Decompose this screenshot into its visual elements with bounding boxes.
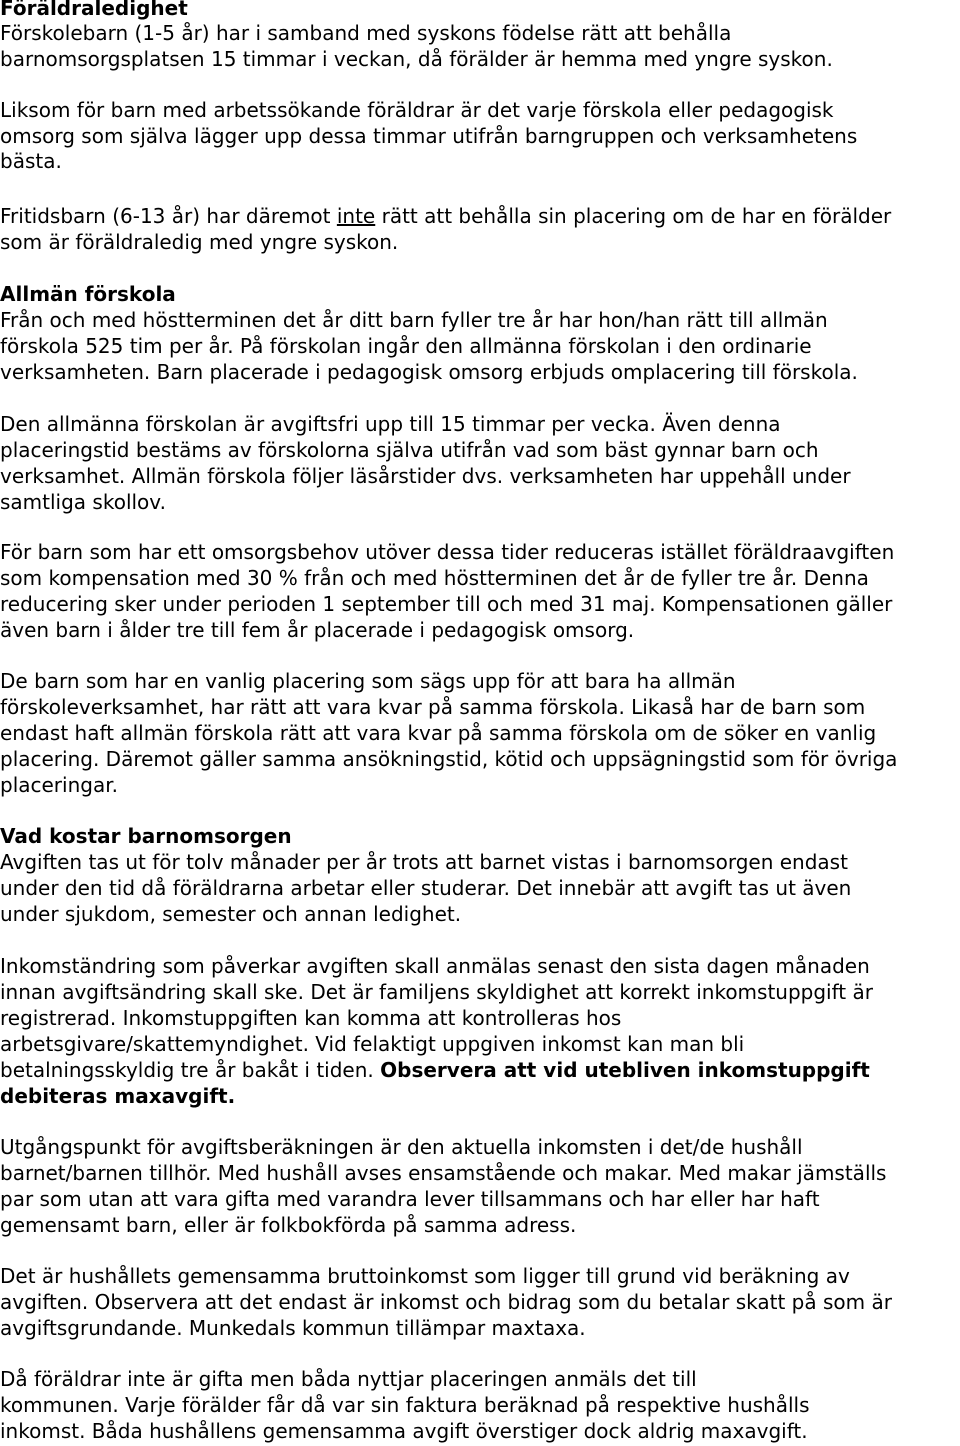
text-line: reducering sker under perioden 1 september till och med 31 maj. Kompensationen gäller: [0, 592, 893, 616]
section-heading-foraldraledighet: Föräldraledighet: [0, 0, 188, 20]
text-segment: rätt att behålla sin placering om de har en förälder: [375, 204, 892, 228]
bold-text-line: debiteras maxavgift.: [0, 1084, 236, 1108]
text-segment: betalningsskyldig tre år bakåt i tiden.: [0, 1058, 381, 1082]
text-line: gemensamt barn, eller är folkbokförda på samma adress.: [0, 1213, 577, 1237]
text-line: Utgångspunkt för avgiftsberäkningen är den aktuella inkomsten i det/de hushåll: [0, 1135, 803, 1159]
paragraph-vad-kostar-1: [0, 849, 960, 927]
text-line: placering. Däremot gäller samma ansökningstid, kötid och uppsägningstid som för övriga: [0, 747, 898, 771]
text-line: placeringar.: [0, 773, 118, 797]
text-line: par som utan att vara gifta med varandra lever tillsammans och har eller har haft: [0, 1187, 820, 1211]
paragraph-allman-forskola-1: [0, 307, 960, 385]
text-line: Inkomständring som påverkar avgiften skall anmälas senast den sista dagen månaden: [0, 954, 870, 978]
text-line: inkomst. Båda hushållens gemensamma avgift överstiger dock aldrig maxavgift.: [0, 1419, 808, 1443]
text-line: som kompensation med 30 % från och med höstterminen det år de fyller tre år. Denna: [0, 566, 869, 590]
text-line: kommunen. Varje förälder får då var sin faktura beräknad på respektive hushålls: [0, 1393, 810, 1417]
paragraph-foraldraledighet-3: [0, 203, 960, 255]
paragraph-foraldraledighet-2: [0, 98, 960, 175]
text-line: Avgiften tas ut för tolv månader per år trots att barnet vistas i barnomsorgen endast: [0, 850, 848, 874]
text-line: barnomsorgsplatsen 15 timmar i veckan, då förälder är hemma med yngre syskon.: [0, 46, 833, 71]
text-line: verksamhet. Allmän förskola följer läsårstider dvs. verksamheten har uppehåll under: [0, 464, 851, 488]
text-line: bästa.: [0, 149, 62, 173]
text-line: placeringstid bestäms av förskolorna själva utifrån vad som bäst gynnar barn och: [0, 438, 819, 462]
text-line: omsorg som själva lägger upp dessa timmar utifrån barngruppen och verksamhetens: [0, 123, 858, 148]
text-line: under den tid då föräldrarna arbetar eller studerar. Det innebär att avgift tas ut även: [0, 876, 852, 900]
text-line: innan avgiftsändring skall ske. Det är familjens skyldighet att korrekt inkomstuppgift är: [0, 980, 873, 1004]
text-line: som är föräldraledig med yngre syskon.: [0, 230, 399, 254]
text-line: Den allmänna förskolan är avgiftsfri upp till 15 timmar per vecka. Även denna: [0, 412, 781, 436]
text-line: För barn som har ett omsorgsbehov utöver dessa tider reduceras istället föräldraavgiften: [0, 540, 895, 564]
text-line: samtliga skollov.: [0, 490, 166, 514]
text-line: avgiftsgrundande. Munkedals kommun tillämpar maxtaxa.: [0, 1316, 586, 1340]
text-line: under sjukdom, semester och annan ledighet.: [0, 902, 462, 926]
text-line: förskola 525 tim per år. På förskolan ingår den allmänna förskolan i den ordinarie: [0, 334, 812, 358]
section-heading-vad-kostar: Vad kostar barnomsorgen: [0, 824, 292, 848]
section-heading-allman-forskola: Allmän förskola: [0, 282, 176, 306]
text-line: [0, 203, 960, 229]
bold-text: Observera att vid utebliven inkomstuppgift: [380, 1058, 870, 1082]
paragraph-vad-kostar-4: [0, 1263, 960, 1341]
text-line: verksamheten. Barn placerade i pedagogisk omsorg erbjuds omplacering till förskola.: [0, 360, 858, 384]
text-line: arbetsgivare/skattemyndighet. Vid felaktigt uppgiven inkomst kan man bli: [0, 1032, 745, 1056]
text-line: förskoleverksamhet, har rätt att vara kvar på samma förskola. Likaså har de barn som: [0, 695, 866, 719]
text-segment: Fritidsbarn (6-13 år) har däremot: [0, 204, 337, 228]
paragraph-vad-kostar-2: [0, 953, 960, 1109]
paragraph-allman-forskola-3: [0, 539, 960, 643]
text-line: Det är hushållets gemensamma bruttoinkomst som ligger till grund vid beräkning av: [0, 1264, 850, 1288]
text-line: Liksom för barn med arbetssökande föräldrar är det varje förskola eller pedagogisk: [0, 98, 834, 122]
paragraph-foraldraledighet-1: [0, 21, 960, 72]
text-line: De barn som har en vanlig placering som sägs upp för att bara ha allmän: [0, 669, 736, 693]
text-line: även barn i ålder tre till fem år placerade i pedagogisk omsorg.: [0, 618, 635, 642]
text-line: [0, 1057, 960, 1083]
paragraph-vad-kostar-5: [0, 1366, 960, 1444]
text-line: barnet/barnen tillhör. Med hushåll avses ensamstående och makar. Med makar jämställs: [0, 1161, 887, 1185]
paragraph-allman-forskola-2: [0, 411, 960, 515]
text-line: Från och med höstterminen det år ditt barn fyller tre år har hon/han rätt till allmän: [0, 308, 828, 332]
paragraph-vad-kostar-3: [0, 1134, 960, 1238]
text-line: endast haft allmän förskola rätt att vara kvar på samma förskola om de söker en vanlig: [0, 721, 877, 745]
text-line: Då föräldrar inte är gifta men båda nyttjar placeringen anmäls det till: [0, 1367, 697, 1391]
underlined-text: inte: [336, 204, 376, 228]
text-line: avgiften. Observera att det endast är inkomst och bidrag som du betalar skatt på som är: [0, 1290, 892, 1314]
text-line: registrerad. Inkomstuppgiften kan komma att kontrolleras hos: [0, 1006, 622, 1030]
text-line: Förskolebarn (1-5 år) har i samband med syskons födelse rätt att behålla: [0, 21, 732, 45]
paragraph-allman-forskola-4: [0, 668, 960, 798]
